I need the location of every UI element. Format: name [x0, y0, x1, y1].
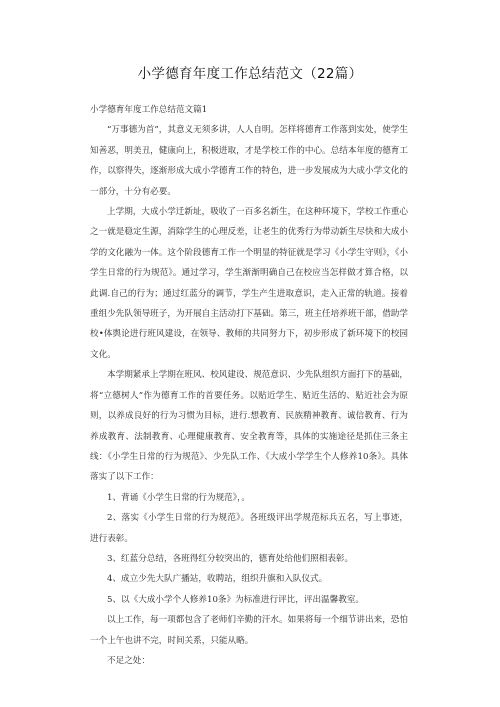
- paragraph: 本学期紧承上学期在班风、校风建设、规范意识、少先队组织方面打下的基础，将“立德树人”作为德育工作的首要任务。以贴近学生、贴近生活的、贴近社会为原则，以养成良好的行为习惯为目标，进行.想教育、民族精神教育、诚信教育、行为养成教育、法制教育、心理健康教育、安全教育等，具体的实施途径是抓住三条主线：《小学生日常的行为规范》、少先队工作、《大成小学学生个人修养10条》。具体落实了以下工作：: [90, 370, 408, 483]
- paragraph: “万事德为首”，其意义无须多讲，人人自明。怎样将德育工作落到实处，使学生知善恶，明美丑，健康向上，积极进取，才是学校工作的中心。总结本年度的德育工作，以察得失，逐渐形成大成小学德育工作的特色，进一步发展成为大成小学文化的一部分，十分有必要。: [90, 125, 408, 197]
- paragraph: 上学期，大成小学迁新址，吸收了一百多名新生，在这种环境下，学校工作重心之一就是稳定生源，消除学生的心理反差，让老生的优秀行为带动新生尽快和大成小学的文化融为一体。这个阶段德育工作一个明显的特征就是学习《小学生守则》，《小学生日常的行为规范》。通过学习，学生渐渐明确自己在校应当怎样做才算合格，以此调.自己的行为；通过红蓝分的调节，学生产生进取意识，走入正常的轨道。接着重组少先队领导班子，为开展自主活动打下基础。第三，班主任培养班干部，借助学校•体舆论进行班风建设，在领导、教师的共同努力下，初步形成了新环境下的校园文化。: [90, 207, 408, 360]
- list-item: 2、落实《小学生日常的行为规范》。各班级评出学规范标兵五名，写上事迹，进行表彰。: [90, 513, 408, 544]
- document-title: 小学德育年度工作总结范文（22篇）: [137, 66, 363, 82]
- list-item: 5、以《大成小学个人修养10条》为标准进行评比，评出温馨教室。: [107, 594, 365, 605]
- list-item: 4、成立少先大队广播站，收聘站，组织升旗和入队仪式。: [107, 574, 328, 585]
- section-subtitle: 小学德育年度工作总结范文篇1: [90, 105, 208, 115]
- document-body: [90, 100, 408, 671]
- section-heading: 不足之处：: [107, 655, 150, 666]
- closing-paragraph: 以上工作，每一项都包含了老师们辛勤的汗水。如果将每一个细节讲出来，恐怕一个上午也讲不完，时间关系，只能从略。: [90, 615, 408, 646]
- list-item: 1、背诵《小学生日常的行为规范》，。: [107, 492, 250, 503]
- list-item: 3、红蓝分总结，各班得红分较突出的，德育处给他们照相表彰。: [107, 553, 354, 564]
